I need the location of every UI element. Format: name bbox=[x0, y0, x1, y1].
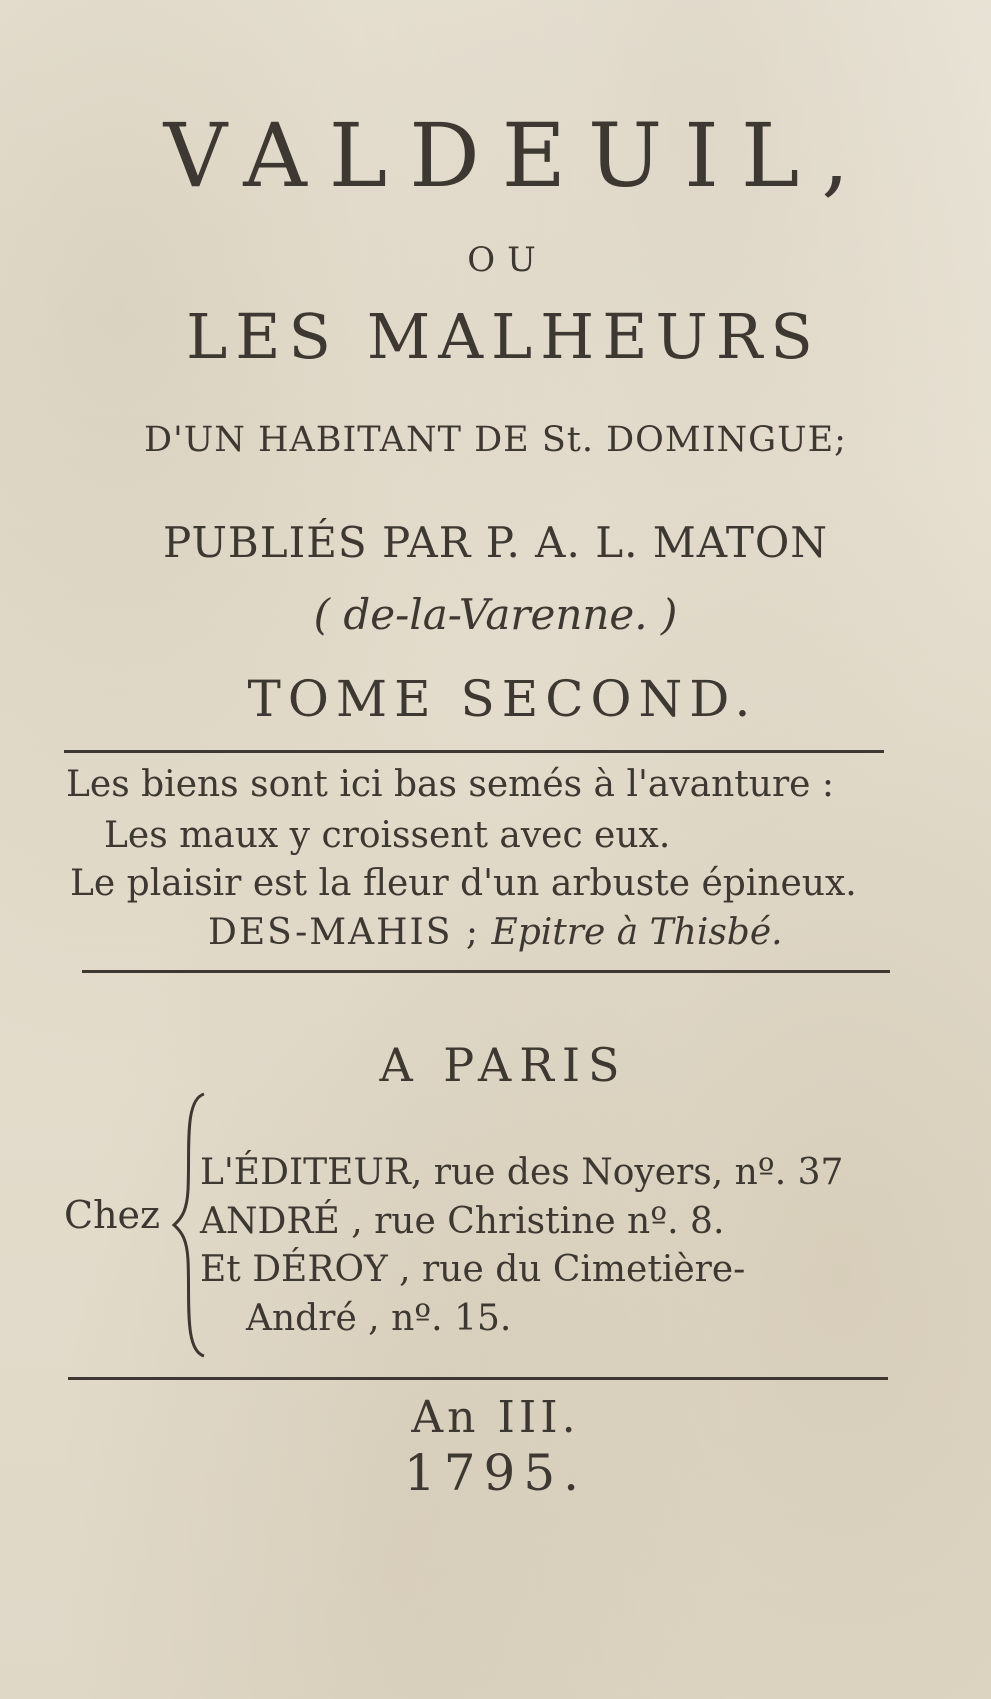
imprint-address-4: André , nº. 15. bbox=[246, 1298, 512, 1339]
imprint-address-1: L'ÉDITEUR, rue des Noyers, nº. 37 bbox=[200, 1152, 844, 1193]
rule-above-epigraph bbox=[64, 750, 884, 753]
epigraph-work: Epitre à Thisbé. bbox=[491, 912, 783, 953]
book-title: VALDEUIL, bbox=[163, 104, 872, 207]
subtitle-line-1: LES MALHEURS bbox=[186, 300, 821, 373]
epigraph-line-3: Le plaisir est la fleur d'un arbuste épineux. bbox=[70, 863, 857, 904]
rule-above-date bbox=[68, 1377, 888, 1380]
published-by: PUBLIÉS PAR P. A. L. MATON bbox=[162, 518, 829, 567]
publication-year: 1795. bbox=[403, 1444, 588, 1502]
rule-below-epigraph bbox=[82, 970, 890, 973]
epigraph-line-2: Les maux y croissent avec eux. bbox=[104, 815, 671, 856]
epigraph-attribution bbox=[208, 912, 783, 953]
epigraph-line-1: Les biens sont ici bas semés à l'avanture : bbox=[66, 764, 835, 805]
imprint-city: A PARIS bbox=[379, 1038, 628, 1092]
republican-year: An III. bbox=[411, 1392, 580, 1443]
imprint-address-2: ANDRÉ , rue Christine nº. 8. bbox=[200, 1201, 725, 1242]
author-pseudonym: ( de-la-Varenne. ) bbox=[313, 590, 678, 639]
title-conjunction: OU bbox=[467, 240, 548, 280]
imprint-chez-label: Chez bbox=[64, 1193, 161, 1237]
imprint-address-3: Et DÉROY , rue du Cimetière- bbox=[200, 1249, 746, 1290]
subtitle-line-2: D'UN HABITANT DE St. DOMINGUE; bbox=[144, 420, 847, 460]
epigraph-author: DES-MAHIS ; bbox=[208, 912, 480, 953]
volume-label: TOME SECOND. bbox=[247, 670, 758, 728]
